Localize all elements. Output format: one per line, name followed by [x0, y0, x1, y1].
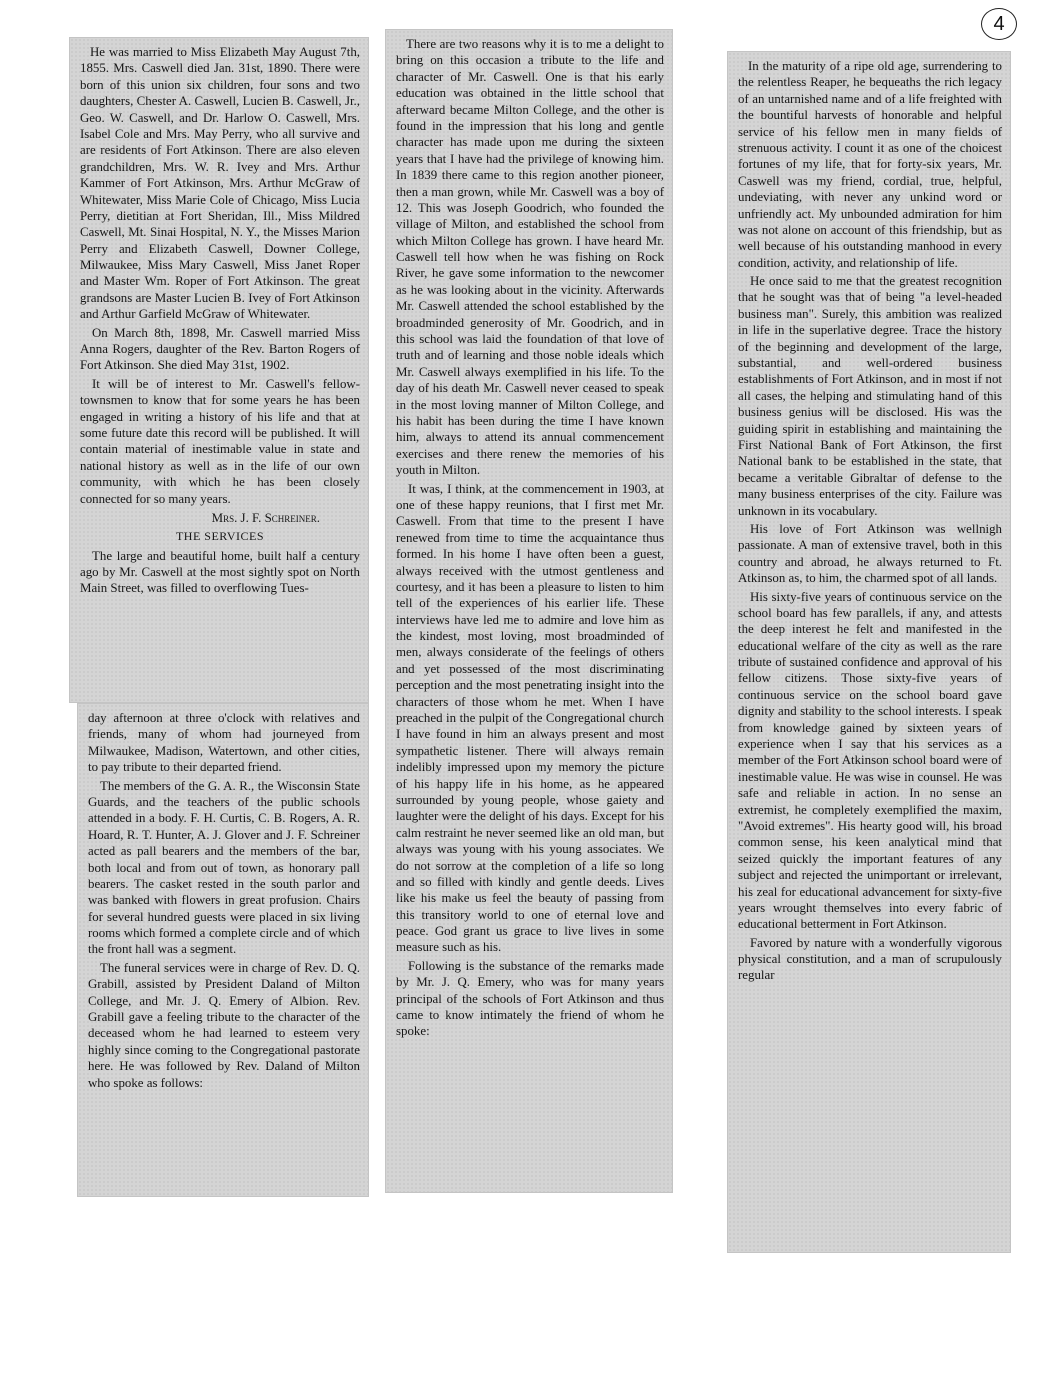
paragraph-emery-school-board: His sixty-five years of continuous service on the school board has few parallels, if any, and attests the deep interest he felt and manifested in the educational welfare of the city as well as the rare tribute of sustained confidence and approval of his fellow citizens. Those sixty-five years of continuous service on the school board gave dignity and stability to the school interests. I speak from knowledge gained by sixteen years of experience when I say that his services as a member of the Fort Atkinson school board were of inestimable value. He was wise in counsel. He was safe and reliable in action. In no sense an extremist, he completely exemplified the maxim, "Avoid extremes". His hearty good will, his broad common sense, his keen analytical mind that seized quickly the important features of any subject and rejected the unimportant or irrelevant, his zeal for educational advancement for sixty-five years wrought themselves into every fabric of educational betterment in Fort Atkinson. — [738, 589, 1002, 932]
paragraph-second-marriage: On March 8th, 1898, Mr. Caswell married Miss Anna Rogers, daughter of the Rev. Barton Rogers of Fort Atkinson. She died May 31st, 1902. — [80, 325, 360, 373]
paragraph-services-continued: day afternoon at three o'clock with relatives and friends, many of whom had journeyed from Milwaukee, Madison, Watertown, and other cities, to pay tribute to their departed friend. — [88, 711, 360, 775]
paragraph-emery-love: His love of Fort Atkinson was wellnigh passionate. A man of extensive travel, both in this country and abroad, he always returned to Ft. Atkinson as, to him, the charmed spot of all lands. — [738, 521, 1002, 586]
paragraph-emery-intro: Following is the substance of the remarks made by Mr. J. Q. Emery, who was for many years principal of the schools of Fort Atkinson and thus came to know intimately the friend of whom he spoke: — [396, 958, 664, 1039]
clipping-column-1-bottom — [78, 704, 368, 1196]
signature: Mrs. J. F. Schreiner. — [211, 510, 320, 525]
paragraph-emery-business: He once said to me that the greatest recognition that he sought was that of being "a level-headed business man". Surely, this ambition was realized in life in the superlative degree. Trace the history of the beginning and development of the large, substantial, and well-ordered business establishments of Fort Atkinson, and in most if not all cases, the helping and stimulating hand of this business genius will be disclosed. His was the guiding spirit in establishing and maintaining the First National Bank of Fort Atkinson, the first National bank to be established in the state, that became a veritable Gibraltar of defense to the many business enterprises of the city. Failure was unknown in its vocabulary. — [738, 274, 1002, 518]
clipping-column-1-top — [70, 38, 368, 702]
clipping-column-3 — [728, 52, 1010, 1252]
paragraph-emery-favored: Favored by nature with a wonderfully vigorous physical constitution, and a man of scrupulously regular — [738, 935, 1002, 983]
paragraph-services: The large and beautiful home, built half a century ago by Mr. Caswell at the most sightly spot on North Main Street, was filled to overflowing Tues- — [80, 548, 360, 596]
paragraph-attendees: The members of the G. A. R., the Wisconsin State Guards, and the teachers of the public schools attended in a body. F. H. Curtis, C. B. Rogers, A. R. Hoard, R. T. Hunter, A. J. Glover and J. F. Schreiner acted as pall bearers and the members of the bar, both local and from out of town, as honorary pall bearers. The casket rested in the south parlor and was banked with flowers in great profusion. Chairs for several hundred guests were placed in six living rooms which formed a complete circle and of which the front hall was a segment. — [88, 778, 360, 957]
page-number: 4 — [981, 8, 1017, 40]
services-heading: THE SERVICES — [175, 529, 265, 544]
paragraph-daland-memories: It was, I think, at the commencement in 1903, at one of these happy reunions, that I first met Mr. Caswell. From that time to the present I have renewed from time to time the acquaintance thus formed. In his home I have often been a guest, always received with the utmost gentleness and courtesy, and it has been a pleasure to listen to him tell of the experiences of his earlier life. These interviews have led me to admire and love him as the kindest, most loving, most broadminded of men, always considerate of the feelings of others and yet possessed of the most discriminating perception and the most penetrating insight into the characters of those whom he met. When I have preached in the pulpit of the Congregational church I have found in him an always present and most sympathetic listener. There will always remain indelibly impressed upon my memory the picture of his happy life in his home, as he appeared surrounded by young people, whose gaiety and laughter were the delight of his days. Except for his calm restraint he never seemed like an old man, but always was young with his young associates. We do not sorrow at the completion of a life so long and so filled with kindly and gentle deeds. Lives like his make us feel the beauty of passing from this transitory world to one of eternal love and peace. God grant us grace to live lives in some measure such as his. — [396, 481, 664, 955]
paragraph-emery-maturity: In the maturity of a ripe old age, surrendering to the relentless Reaper, he bequeaths the rich legacy of an untarnished name and of a life freighted with the bountiful harvests of honorable and helpful service of his fellow men in many fields of strenuous activity. I count it as one of the choicest fortunes of my life, that for forty-six years, Mr. Caswell was my friend, cordial, true, helpful, undeviating, with never any unkind word or unfriendly act. My unbounded admiration for him was not alone on account of this friendship, but as well because of his outstanding manhood in every condition, activity, and relationship of life. — [738, 59, 1002, 270]
clipping-column-2 — [386, 30, 672, 1192]
paragraph-funeral-services: The funeral services were in charge of Rev. D. Q. Grabill, assisted by President Daland of Milton College, and Mr. J. Q. Emery of Albion. Rev. Grabill gave a feeling tribute to the character of the deceased whom he had learned to esteem very highly since coming to the Congregational pastorate here. He was followed by Rev. Daland of Milton who spoke as follows: — [88, 960, 360, 1090]
paragraph-marriage: He was married to Miss Elizabeth May August 7th, 1855. Mrs. Caswell died Jan. 31st, 1890. There were born of this union six children, four sons and two daughters, Chester A. Caswell, Lucien B. Caswell, Jr., Geo. W. Caswell, and Dr. Harlow O. Caswell, Mrs. Isabel Cole and Mrs. May Perry, who all survive and are residents of Fort Atkinson. There are also eleven grandchildren, Mrs. W. R. Ivey and Mrs. Arthur Kammer of Fort Atkinson, Mrs. Arthur McGraw of Whitewater, Miss Marie Cole of Chicago, Miss Lucia Perry, dietitian at Fort Sheridan, Ill., Miss Mildred Caswell, Mt. Sinai Hospital, N. Y., the Misses Marion Perry and Elizabeth Caswell, Downer College, Milwaukee, Miss Mary Caswell, Miss Janet Roper and Master Wm. Roper of Fort Atkinson. The great grandsons are Master Lucien B. Ivey of Fort Atkinson and Arthur Garfield McGraw of Whitewater. — [80, 45, 360, 322]
paragraph-history: It will be of interest to Mr. Caswell's fellow-townsmen to know that for some years he has been engaged in writing a history of his life and that at some future date this record will be published. It will contain material of inestimable value in state and national history as well as in the life of our own community, with which he has been closely connected for so many years. — [80, 376, 360, 506]
paragraph-daland-tribute: There are two reasons why it is to me a delight to bring on this occasion a tribute to the life and character of Mr. Caswell. One is that his early education was obtained in the little school that afterward became Milton College, and the other is found in the impression that his long and gentle character has made upon me during the sixteen years that I have had the privilege of knowing him. In 1839 there came to this region another pioneer, then a man grown, while Mr. Caswell was a boy of 12. This was Joseph Goodrich, who founded the village of Milton, and established the school from which Milton College has grown. I have heard Mr. Caswell tell how when he was fishing on Rock River, he gave some information to the newcomer as he was looking about in the vicinity. Afterwards Mr. Caswell attended the school established by the broadminded generosity of Mr. Goodrich, and in this school was laid the foundation of that love of truth and of learning and those noble ideals which Mr. Caswell always exemplified in his life. To the day of his death Mr. Caswell never ceased to speak in the most loving manner of Milton College, and his habit has been during the time I have known him, always to attend its annual commencement exercises and there renew the memories of his youth in Milton. — [396, 37, 664, 478]
